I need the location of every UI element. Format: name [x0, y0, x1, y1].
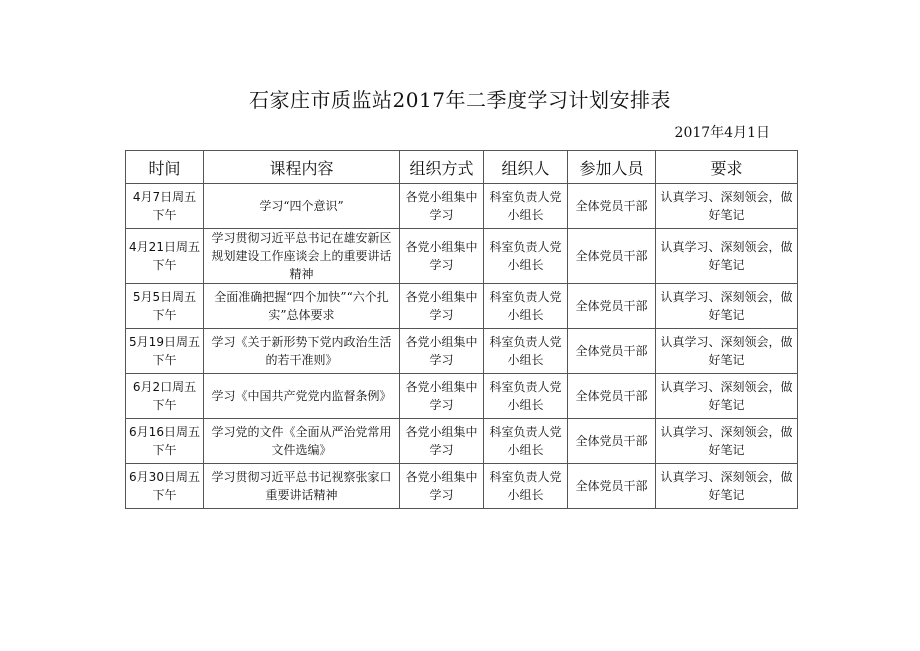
cell-organizer: 科室负责人党小组长	[484, 284, 568, 329]
cell-requirement: 认真学习、深刻领会，做好笔记	[656, 284, 798, 329]
cell-course: 学习《关于新形势下党内政治生活的若干准则》	[204, 329, 400, 374]
cell-method: 各党小组集中学习	[400, 464, 484, 509]
cell-participants: 全体党员干部	[568, 329, 656, 374]
cell-requirement: 认真学习、深刻领会，做好笔记	[656, 184, 798, 229]
cell-time: 5月5日周五下午	[126, 284, 204, 329]
document-date: 2017年4月1日	[674, 125, 770, 141]
cell-course: 学习贯彻习近平总书记视察张家口重要讲话精神	[204, 464, 400, 509]
cell-participants: 全体党员干部	[568, 229, 656, 284]
cell-course: 全面准确把握“四个加快”“六个扎实”总体要求	[204, 284, 400, 329]
cell-time: 4月7日周五下午	[126, 184, 204, 229]
cell-organizer: 科室负责人党小组长	[484, 419, 568, 464]
table-header-row	[126, 151, 798, 184]
cell-participants: 全体党员干部	[568, 374, 656, 419]
cell-time: 6月16日周五下午	[126, 419, 204, 464]
cell-participants: 全体党员干部	[568, 284, 656, 329]
cell-organizer: 科室负责人党小组长	[484, 464, 568, 509]
table-row	[126, 419, 798, 464]
cell-requirement: 认真学习、深刻领会，做好笔记	[656, 329, 798, 374]
header-course: 课程内容	[204, 151, 400, 184]
cell-course: 学习“四个意识”	[204, 184, 400, 229]
header-method: 组织方式	[400, 151, 484, 184]
cell-organizer: 科室负责人党小组长	[484, 184, 568, 229]
cell-organizer: 科室负责人党小组长	[484, 374, 568, 419]
study-plan-table	[125, 150, 798, 509]
header-requirement: 要求	[656, 151, 798, 184]
cell-course: 学习党的文件《全面从严治党常用文件选编》	[204, 419, 400, 464]
cell-method: 各党小组集中学习	[400, 419, 484, 464]
cell-organizer: 科室负责人党小组长	[484, 329, 568, 374]
cell-requirement: 认真学习、深刻领会，做好笔记	[656, 374, 798, 419]
table-row	[126, 184, 798, 229]
table-row	[126, 284, 798, 329]
cell-method: 各党小组集中学习	[400, 229, 484, 284]
document-title: 石家庄市质监站2017年二季度学习计划安排表	[249, 88, 671, 112]
header-organizer: 组织人	[484, 151, 568, 184]
cell-participants: 全体党员干部	[568, 419, 656, 464]
header-time: 时间	[126, 151, 204, 184]
cell-course: 学习《中国共产党党内监督条例》	[204, 374, 400, 419]
cell-course: 学习贯彻习近平总书记在雄安新区规划建设工作座谈会上的重要讲话精神	[204, 229, 400, 284]
cell-time: 6月2口周五下午	[126, 374, 204, 419]
cell-requirement: 认真学习、深刻领会，做好笔记	[656, 419, 798, 464]
table-row	[126, 464, 798, 509]
cell-time: 6月30日周五下午	[126, 464, 204, 509]
cell-requirement: 认真学习、深刻领会，做好笔记	[656, 229, 798, 284]
table-row	[126, 374, 798, 419]
table-row	[126, 329, 798, 374]
cell-method: 各党小组集中学习	[400, 284, 484, 329]
cell-participants: 全体党员干部	[568, 184, 656, 229]
cell-time: 4月21日周五下午	[126, 229, 204, 284]
cell-organizer: 科室负责人党小组长	[484, 229, 568, 284]
cell-method: 各党小组集中学习	[400, 184, 484, 229]
cell-requirement: 认真学习、深刻领会，做好笔记	[656, 464, 798, 509]
cell-time: 5月19日周五下午	[126, 329, 204, 374]
header-participants: 参加人员	[568, 151, 656, 184]
cell-method: 各党小组集中学习	[400, 374, 484, 419]
table-row	[126, 229, 798, 284]
cell-method: 各党小组集中学习	[400, 329, 484, 374]
cell-participants: 全体党员干部	[568, 464, 656, 509]
